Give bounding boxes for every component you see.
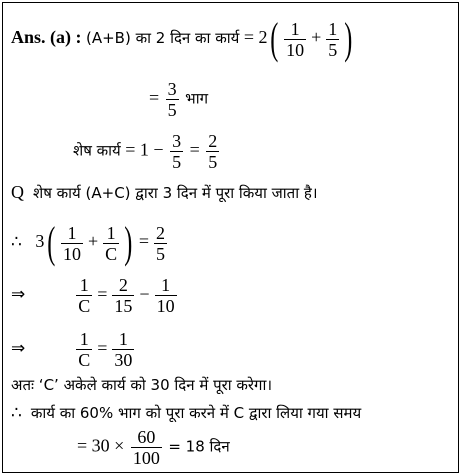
line-9-text: कार्य का 60% भाग को पूरा करने में C द्वारा लिया गया समय xyxy=(30,404,362,422)
since-symbol: Q xyxy=(11,182,24,202)
fraction-2-5: $\frac{2}{5}$ xyxy=(208,131,218,172)
bhaag-word: भाग xyxy=(185,89,209,108)
line-8-text: अतः ‘C’ अकेले कार्य को 30 दिन में पूरा करेगा। xyxy=(11,376,273,394)
fraction-1-10b: $\frac{1}{10}$ xyxy=(62,222,81,264)
implies-arrow-1: ⇒ xyxy=(11,284,26,305)
therefore-symbol: ∴ xyxy=(11,232,22,253)
line-7: ⇒ $\frac{1}{C}$ = $\frac{1}{30}$ xyxy=(11,329,133,370)
line-8 xyxy=(11,373,272,396)
left-paren: ( xyxy=(270,14,279,63)
fraction-1-10c: $\frac{1}{10}$ xyxy=(156,275,175,316)
fraction-1-30: $\frac{1}{30}$ xyxy=(114,329,133,370)
fraction-3-5: $\frac{3}{5}$ xyxy=(167,79,177,120)
answer-label: Ans. (a) : xyxy=(11,27,82,48)
line-5: ∴ 3( $\frac{1}{10}$ + $\frac{1}{C}$ ) = $\frac{2}{5}$ xyxy=(11,218,165,267)
line-2-eq: = xyxy=(149,87,160,108)
right-paren: ) xyxy=(344,14,353,63)
line-4 xyxy=(11,181,318,204)
therefore-symbol-2: ∴ xyxy=(11,403,22,423)
fraction-2-5b: $\frac{2}{5}$ xyxy=(155,222,165,264)
fraction-1-c-b: $\frac{1}{C}$ xyxy=(78,275,91,316)
remaining-work-label: शेष कार्य xyxy=(73,141,121,160)
fraction-2-15: $\frac{2}{15}$ xyxy=(114,275,133,316)
line-1-text: (A+B) का 2 दिन का कार्य xyxy=(86,29,240,48)
fraction-1-10: $\frac{1}{10}$ xyxy=(286,18,305,60)
line-1-eq: = 2 xyxy=(243,27,268,48)
final-result: = 18 दिन xyxy=(168,437,230,456)
coefficient: 3 xyxy=(35,231,45,252)
plus-sign: + xyxy=(311,27,322,48)
line-10-eq: = 30 × xyxy=(77,435,125,456)
line-2 xyxy=(149,79,208,120)
line-3-eq: = 1 − xyxy=(125,139,164,160)
implies-arrow-2: ⇒ xyxy=(11,338,26,359)
line-1 xyxy=(11,14,356,63)
fraction-60-100: $\frac{60}{100}$ xyxy=(132,427,160,468)
fraction-1-5: $\frac{1}{5}$ xyxy=(328,18,338,60)
line-6: ⇒ $\frac{1}{C}$ = $\frac{2}{15}$ − $\frac{1}{10}$ xyxy=(11,275,175,316)
fraction-1-c-c: $\frac{1}{C}$ xyxy=(78,329,91,370)
line-10 xyxy=(77,427,230,468)
fraction-1-c: $\frac{1}{C}$ xyxy=(105,222,118,264)
line-4-text: शेष कार्य (A+C) द्वारा 3 दिन में पूरा किया जाता है। xyxy=(33,184,318,202)
line-3-eq2: = xyxy=(189,139,200,160)
line-9 xyxy=(11,401,361,424)
solution-box xyxy=(2,2,459,473)
line-3 xyxy=(73,131,221,172)
fraction-3-5b: $\frac{3}{5}$ xyxy=(172,131,182,172)
